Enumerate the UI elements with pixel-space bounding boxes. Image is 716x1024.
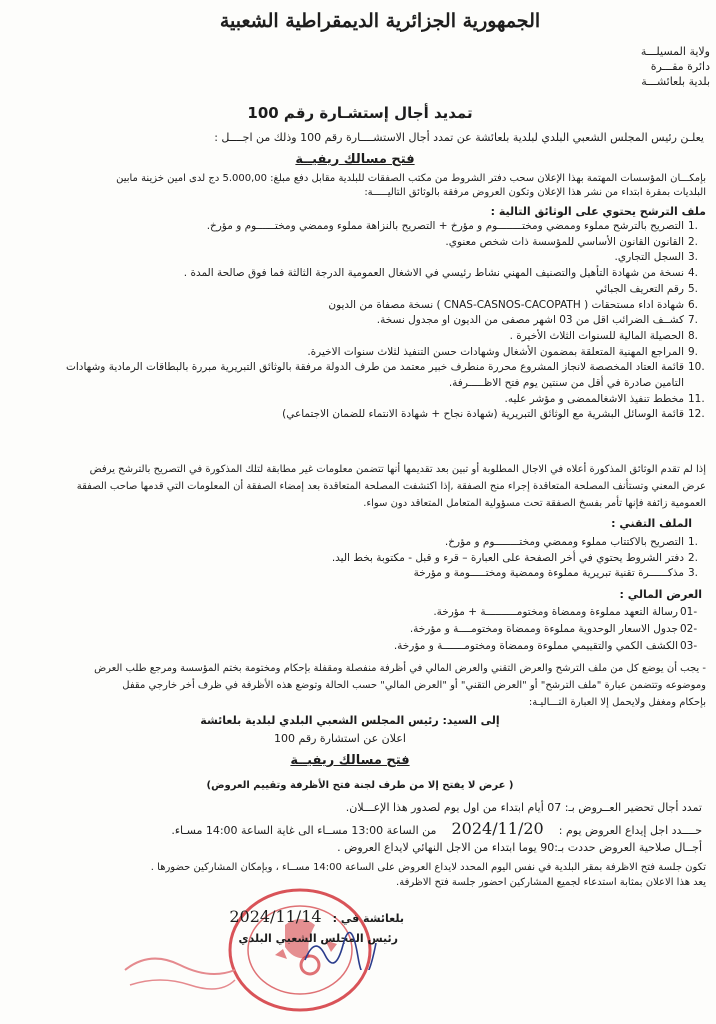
list-item [104, 329, 704, 345]
item-text: قائمة العتاد المخصصة لانجاز المشروع محررة منطرف خبير معتمد من طرف الدولة مرفقة بالوثائق التبريرية مبررة بالبطاقات الرمادية وشهادات [65, 361, 684, 374]
subject-heading: فتح مسالك ريفيــة [295, 152, 415, 167]
list-item [104, 535, 704, 551]
item-text: السجل التجاري. [614, 251, 684, 264]
list-item [104, 407, 704, 423]
signatory-title: رئيس المجلس الشعبي البلدي [238, 932, 398, 945]
item-text: التامين صادرة في أقل من سنتين يوم فتح الاظـــــرفة. [448, 377, 684, 390]
list-item [104, 282, 704, 298]
closing-line: العمومية زائفة فإنها تأمر بفسخ الصفقة تحت مسؤولية المتعامل المتعاقد دون سواء. [363, 498, 706, 509]
candidacy-closing [6, 461, 706, 512]
list-item [104, 566, 704, 582]
signature-place-date [144, 907, 404, 926]
item-text: دفتر الشروط يحتوي في أخر الصفحة على العبارة – قرء و قبل - مكتوبة بخط اليد. [331, 551, 684, 564]
financial-list [106, 604, 706, 655]
signature-place-label: بلعائشة في : [332, 912, 404, 925]
signature-date: 2024/11/14 [229, 907, 322, 926]
closing-line: عرض المعني وتستأنف المصلحة المتعاقدة إجراء منح الصفقة ,إذا اكتشفت المصلحة المتعاقدة بعد إمضاء الصفقة أن المعلومات التي قدمها صاحب الصفقة [76, 481, 706, 492]
item-number: 01- [680, 606, 698, 618]
list-item [104, 345, 704, 361]
deposit-line [22, 819, 702, 838]
deposit-hours: من الساعة 13:00 مســاء الى غاية الساعة 14:00 مسـاء. [171, 824, 437, 837]
daira-label: دائرة مقـــرة [650, 60, 710, 73]
list-item [104, 551, 704, 567]
list-item [104, 376, 704, 392]
item-number: 2. [688, 235, 699, 248]
item-text: مخطط تنفيذ الاشغالممضى و مؤشر عليه. [504, 392, 684, 405]
list-item [104, 392, 704, 408]
wilaya-label: ولاية المسيلـــة [640, 45, 710, 58]
list-item [106, 638, 706, 655]
item-text: قائمة الوسائل البشرية مع الوثائق التبريرية (شهادة نجاح + شهادة الانتماء للضمان الاجتماعي) [282, 408, 684, 421]
signature-stamp-icon [120, 940, 240, 1000]
item-number: 2. [688, 551, 699, 564]
item-number: 1. [688, 536, 699, 548]
item-text: شهادة اداء مستحقات ( CNAS-CASNOS-CACOPATH ) نسخة مصفاة من الديون [328, 298, 684, 311]
item-number: 4. [688, 267, 699, 280]
technical-heading: الملف التقني : [611, 517, 692, 530]
item-text: جدول الاسعار الوحدوية مملوءة وممضاة ومختومــــة و مؤرخة. [409, 623, 678, 635]
list-item [106, 604, 706, 621]
item-text: نسخة من شهادة التأهيل والتصنيف المهني نشاط رئيسي في الاشغال العمومية الدرجة الثالثة فما فوق صالحة المدة . [183, 267, 684, 280]
item-number: 5. [688, 282, 699, 295]
opening-line: تكون جلسة فتح الاظرفة بمقر البلدية في نفس اليوم المحدد لايداع العروض على الساعة 14:00 مســاء ، وبإمكان المشاركين حضورها . [150, 862, 706, 873]
item-number: 03- [680, 640, 698, 652]
list-item [104, 266, 704, 282]
deposit-date: 2024/11/20 [451, 819, 544, 838]
item-number: 10. [688, 361, 705, 374]
address-note: (عرض لا يفتح إلا من طرف لجنة فتح الأظرفة وتقييم العروض ) [206, 780, 514, 791]
item-number: 12. [688, 408, 705, 421]
item-number: 8. [688, 329, 699, 342]
item-number: 3. [688, 567, 699, 580]
financial-heading: العرض المالي : [619, 588, 702, 601]
administrative-header [570, 44, 710, 89]
list-item [65, 360, 705, 376]
item-number: 02- [680, 623, 698, 635]
republic-heading: الجمهورية الجزائرية الديمقراطية الشعبية [219, 10, 541, 32]
item-text: الحصيلة المالية للسنوات الثلاث الأخيرة . [509, 329, 684, 342]
envelope-line: بإحكام ومغفل ولايحمل إلا العبارة التـــاليـة: [528, 697, 706, 708]
item-text: كشــف الضرائب اقل من 03 اشهر مصفى من الديون او مجدول نسخة. [376, 314, 684, 327]
address-reference: اعلان عن استشارة رقم 100 [274, 732, 406, 745]
list-item [104, 250, 704, 266]
item-number: 3. [688, 251, 699, 264]
intro-text: يعلـن رئيس المجلس الشعبي البلدي لبلدية بلعائشة عن تمدد أجال الاستشــــارة رقم 100 وذلك من اجــــل : [214, 131, 704, 144]
validity-line: أجــال صلاحية العروض حددت بـ:90 يوما ابتداء من الاجل النهائي لايداع العروض . [337, 841, 702, 854]
envelope-line: وموضوعه وتتضمن عبارة "ملف الترشح" أو "العرض التقني" أو "العرض المالي" حسب الحالة وتوضع هذه الأظرفة في ظرف أخر خارجي مقفل [122, 680, 706, 691]
deposit-label: حــــدد اجل إيداع العروض يوم : [558, 824, 702, 837]
item-text: مذكــــــرة تقنية تبريرية مملوءة وممضية ومختـــــومة و مؤرخة [413, 567, 684, 580]
page-title: تمديد أجال إستشـارة رقم 100 [247, 104, 473, 122]
handwritten-signature-icon [300, 930, 380, 970]
paragraph-line: بإمكـــان المؤسسات المهتمة بهذا الإعلان سحب دفتر الشروط من مكتب الصفقات للبلدية مقابل دفع مبلغ: 5.000,00 دج لدى امين خزينة مابين [116, 173, 706, 184]
list-item [104, 313, 704, 329]
intro-paragraph [10, 172, 706, 200]
item-text: المراجع المهنية المتعلقة بمضمون الأشغال وشهادات حسن التنفيذ لثلاث سنوات الاخيرة. [307, 345, 684, 358]
candidacy-heading: ملف الترشح يحتوي على الوثائق التالية : [490, 205, 706, 218]
preparation-extension: تمدد أجال تحضير العــروض بـ: 07 أيام ابتداء من اول يوم لصدور هذا الإعـــلان. [345, 801, 702, 814]
list-item [104, 298, 704, 314]
item-text: رسالة التعهد مملوءة وممضاة ومختومــــــــــة + مؤرخة. [433, 606, 678, 618]
item-text: القانون القانون الأساسي للمؤسسة ذات شخص معنوي. [445, 235, 684, 248]
notice-line: يعد هذا الاعلان بمثابة استدعاء لجميع المشاركين احضور جلسة فتح الاظرفة. [396, 877, 706, 888]
item-number: 9. [688, 345, 699, 358]
candidacy-list [65, 219, 705, 423]
list-item [106, 621, 706, 638]
technical-list [104, 535, 704, 582]
list-item [104, 235, 704, 251]
item-number: 7. [688, 314, 699, 327]
list-item [104, 219, 704, 235]
address-recipient: إلى السيد: رئيس المجلس الشعبي البلدي لبلدية بلعائشة [200, 714, 500, 727]
item-text: رقم التعريف الجبائي [595, 282, 684, 295]
item-text: التصريح بالاكتتاب مملوء وممضي ومختــــــــوم و مؤرخ. [444, 536, 684, 548]
item-number: 1. [688, 220, 699, 232]
item-number: 11. [688, 392, 705, 405]
item-text: التصريح بالترشح مملوء وممضي ومختــــــــوم و مؤرخ + التصريح بالنزاهة مملوء وممضي ومختــــــوم و مؤرخ. [206, 220, 684, 232]
envelope-line: - يجب أن يوضع كل من ملف الترشح والعرض التقني والعرض المالي في أظرفة منفصلة ومقفلة بإحكام ومختومة بختم المؤسسة ومرجع طلب العرض [94, 663, 706, 674]
commune-label: بلدية بلعائشـــة [641, 75, 710, 88]
envelope-instructions [6, 660, 706, 711]
address-subject: فتح مسالك ريفيــة [290, 753, 410, 768]
closing-line: إذا لم تقدم الوثائق المذكورة أعلاه في الاجال المطلوبة أو تبين بعد تقديمها أنها تتضمن معلومات غير مطابقة لتلك المذكورة في التصريح بالترشح يرفض [89, 464, 706, 475]
item-number: 6. [688, 298, 699, 311]
paragraph-line: البلديات بمقرة ابتداء من نشر هذا الإعلان وتكون العروض مرفقة بالوثائق التاليـــــة: [364, 187, 706, 198]
item-text: الكشف الكمي والتقييمي مملوءة وممضاة ومختومـــــــة و مؤرخة. [393, 640, 678, 652]
